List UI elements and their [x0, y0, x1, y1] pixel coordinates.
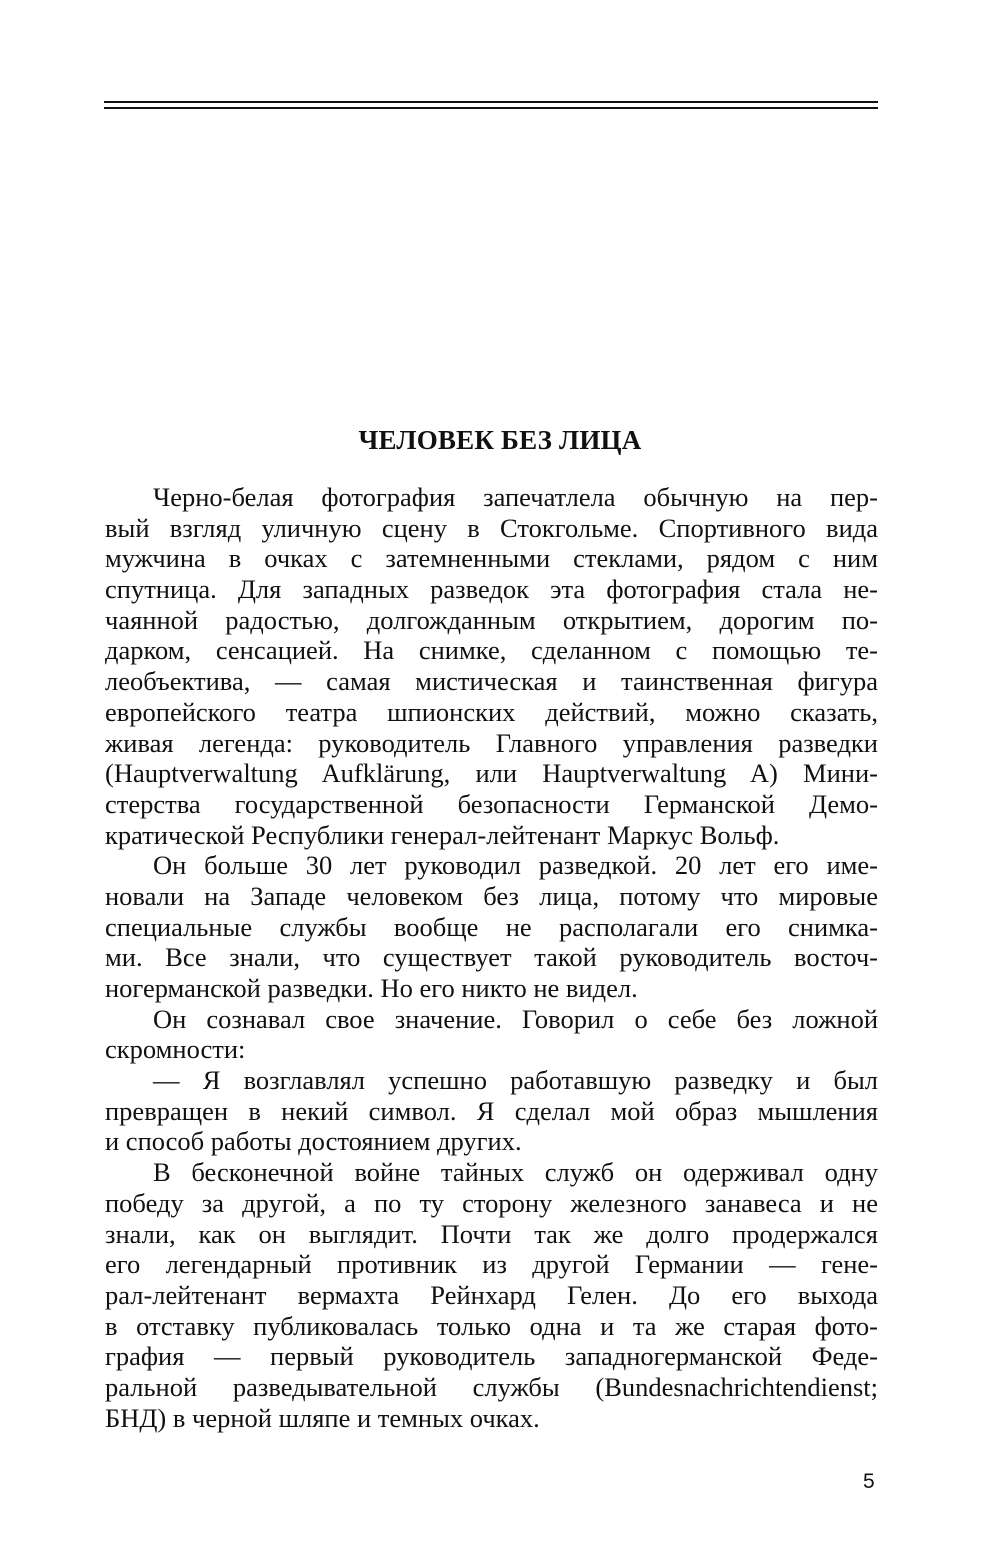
text-line: победу за другой, а по ту сторону железного занавеса и не [105, 1187, 878, 1218]
text-line: спутница. Для западных разведок эта фотография стала не- [105, 574, 878, 605]
text-line: ногерманской разведки. Но его никто не видел. [105, 973, 638, 1003]
text-line: Он сознавал свое значение. Говорил о себе без ложной [153, 1003, 878, 1034]
text-line: его легендарный противник из другой Германии — гене- [105, 1249, 878, 1280]
text-line: леобъектива, — самая мистическая и таинственная фигура [105, 666, 878, 697]
text-line: знали, как он выглядит. Почти так же долго продержался [105, 1218, 878, 1249]
text-line: рал-лейтенант вермахта Рейнхард Гелен. До его выхода [105, 1279, 878, 1310]
text-line: Черно-белая фотография запечатлела обычную на пер- [153, 482, 878, 512]
header-rule-bottom [104, 107, 878, 109]
text-line: ми. Все знали, что существует такой руководитель восточ- [105, 942, 878, 973]
text-line: превращен в некий символ. Я сделал мой образ мышления [105, 1095, 878, 1126]
text-line: — Я возглавлял успешно работавшую разведку и был [153, 1065, 878, 1096]
text-line: специальные службы вообще не располагали его снимка- [105, 911, 878, 942]
text-line: графия — первый руководитель западногерманской Феде- [105, 1341, 878, 1372]
text-line: кратической Республики генерал-лейтенант Маркус Вольф. [105, 819, 780, 850]
header-rule-top [104, 101, 878, 103]
text-line: живая легенда: руководитель Главного управления разведки [105, 727, 878, 758]
chapter-title: ЧЕЛОВЕК БЕЗ ЛИЦА [358, 425, 642, 455]
text-line: дарком, сенсацией. На снимке, сделанном с помощью те- [105, 635, 878, 666]
text-line: (Hauptverwaltung Aufklärung, или Hauptverwaltung A) Мини- [105, 758, 878, 789]
text-line: В бесконечной войне тайных служб он одерживал одну [153, 1157, 878, 1188]
text-line: Он больше 30 лет руководил разведкой. 20 лет его име- [153, 850, 878, 881]
text-line: стерства государственной безопасности Германской Демо- [105, 788, 878, 819]
text-line: скромности: [105, 1034, 246, 1065]
text-line: и способ работы достоянием других. [105, 1126, 522, 1157]
text-line: вый взгляд уличную сцену в Стокгольме. Спортивного вида [105, 512, 878, 543]
text-line: в отставку публиковалась только одна и та же старая фото- [105, 1310, 878, 1341]
text-line: мужчина в очках с затемненными стеклами, рядом с ним [105, 543, 878, 574]
body-text [105, 482, 878, 1433]
page-number: 5 [863, 1470, 875, 1493]
text-line: чаянной радостью, долгожданным открытием, дорогим по- [105, 604, 878, 635]
text-line: БНД) в черной шляпе и темных очках. [105, 1402, 540, 1433]
text-line: европейского театра шпионских действий, можно сказать, [105, 696, 878, 727]
text-line: ральной разведывательной службы (Bundesnachrichtendienst; [105, 1371, 878, 1402]
text-line: новали на Западе человеком без лица, потому что мировые [105, 880, 878, 911]
